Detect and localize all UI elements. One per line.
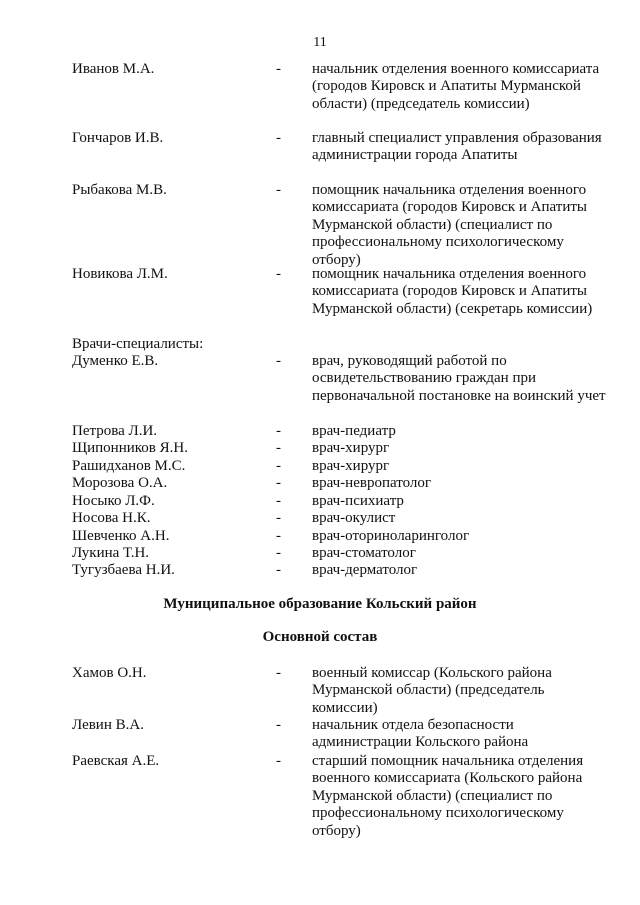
member-role: врач-хирург (312, 458, 390, 474)
member-role: врач-хирург (312, 440, 390, 456)
member-role: врач-оториноларинголог (312, 528, 470, 544)
separator-dash: - (276, 475, 281, 491)
separator-dash: - (276, 423, 281, 439)
member-role: врач, руководящий работой по освидетельствованию граждан при первоначальной постановке на воинский учет (312, 353, 606, 404)
member-role: врач-стоматолог (312, 545, 416, 561)
separator-dash: - (276, 665, 281, 681)
separator-dash: - (276, 510, 281, 526)
member-role: врач-окулист (312, 510, 396, 526)
member-role: начальник отдела безопасности администрации Кольского района (312, 717, 529, 751)
member-role: старший помощник начальника отделения военного комиссариата (Кольского района Мурманской области) (специалист по профессиональному психологическому отбору) (312, 753, 584, 839)
doctors-label: Врачи-специалисты: (72, 336, 204, 352)
separator-dash: - (276, 753, 281, 769)
separator-dash: - (276, 61, 281, 77)
separator-dash: - (276, 458, 281, 474)
member-name: Хамов О.Н. (72, 665, 147, 681)
member-name: Новикова Л.М. (72, 266, 168, 282)
section-heading: Муниципальное образование Кольский район (163, 596, 477, 612)
member-name: Щипонников Я.Н. (72, 440, 188, 456)
member-role: помощник начальника отделения военного комиссариата (городов Кировск и Апатиты Мурманской области) (специалист по профессиональному психологическому отбору) (312, 182, 588, 268)
member-name: Носыко Л.Ф. (72, 493, 155, 509)
member-role: врач-невропатолог (312, 475, 432, 491)
member-name: Гончаров И.В. (72, 130, 164, 146)
member-name: Петрова Л.И. (72, 423, 158, 439)
separator-dash: - (276, 528, 281, 544)
separator-dash: - (276, 182, 281, 198)
member-role: врач-психиатр (312, 493, 404, 509)
separator-dash: - (276, 717, 281, 733)
member-name: Носова Н.К. (72, 510, 151, 526)
separator-dash: - (276, 353, 281, 369)
member-role: врач-педиатр (312, 423, 396, 439)
separator-dash: - (276, 493, 281, 509)
separator-dash: - (276, 545, 281, 561)
separator-dash: - (276, 266, 281, 282)
member-name: Левин В.А. (72, 717, 144, 733)
member-name: Иванов М.А. (72, 61, 155, 77)
member-role: помощник начальника отделения военного комиссариата (городов Кировск и Апатиты Мурманской области) (секретарь комиссии) (312, 266, 593, 317)
page-number: 11 (313, 35, 327, 50)
member-name: Думенко Е.В. (72, 353, 159, 369)
member-name: Раевская А.Е. (72, 753, 160, 769)
member-role: начальник отделения военного комиссариата (городов Кировск и Апатиты Мурманской области) (председатель комиссии) (312, 61, 600, 112)
separator-dash: - (276, 440, 281, 456)
member-name: Шевченко А.Н. (72, 528, 170, 544)
member-role: главный специалист управления образования администрации города Апатиты (312, 130, 602, 164)
member-name: Лукина Т.Н. (72, 545, 150, 561)
member-role: врач-дерматолог (312, 562, 418, 578)
member-role: военный комиссар (Кольского района Мурманской области) (председатель комиссии) (312, 665, 552, 716)
member-name: Тугузбаева Н.И. (72, 562, 175, 578)
member-name: Рыбакова М.В. (72, 182, 167, 198)
member-name: Рашидханов М.С. (72, 458, 186, 474)
separator-dash: - (276, 130, 281, 146)
separator-dash: - (276, 562, 281, 578)
member-name: Морозова О.А. (72, 475, 168, 491)
subsection-heading: Основной состав (262, 629, 378, 645)
